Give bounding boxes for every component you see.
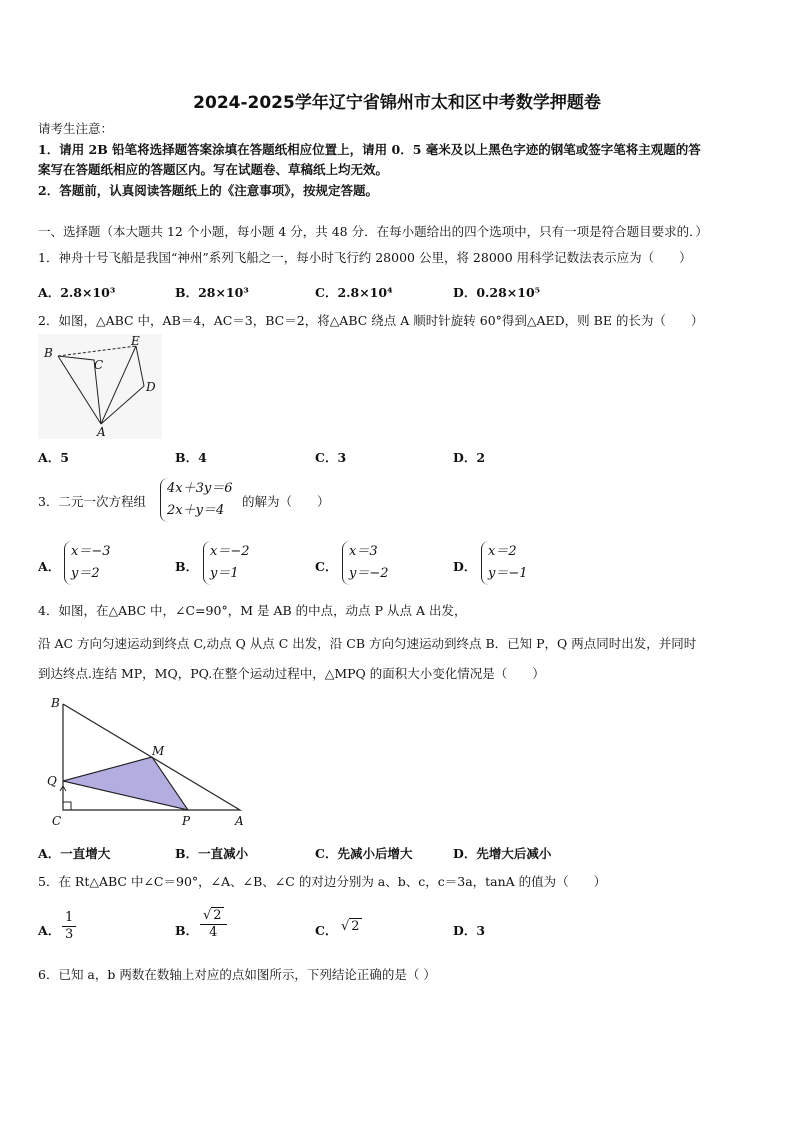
- q3-option-b: [203, 541, 250, 585]
- q4-label-c: C: [52, 814, 62, 828]
- q1-option-a: A．2.8×10³: [38, 285, 116, 300]
- q2-label-b: B: [44, 346, 53, 360]
- q2-option-b: B．4: [175, 450, 207, 465]
- q3-option-b-y: y＝1: [210, 566, 239, 581]
- q5-option-a-label: A．: [38, 923, 61, 938]
- q5-option-b-denominator: 4: [209, 925, 218, 940]
- q4-option-c: C．先减小后增大: [315, 846, 413, 861]
- q2-figure: [38, 334, 162, 439]
- q3-option-c-x: x＝3: [349, 544, 378, 559]
- q2-option-c: C．3: [315, 450, 347, 465]
- q5-option-b-label: B．: [175, 923, 199, 938]
- q4-shaded-triangle: [63, 757, 188, 810]
- sqrt-sign-icon: √: [341, 919, 350, 934]
- q3-equation-2: 2x＋y＝4: [167, 503, 225, 518]
- q4-option-b: B．一直减小: [175, 846, 249, 861]
- q3-option-c: [342, 541, 389, 585]
- q4-label-q: Q: [47, 774, 57, 788]
- q4-label-p: P: [182, 814, 191, 828]
- q5-option-c-label: C．: [315, 923, 338, 938]
- q4-line-2: 沿 AC 方向匀速运动到终点 C,动点 Q 从点 C 出发，沿 CB 方向匀速运动到终点 B．已知 P，Q 两点同时出发，并同时: [38, 636, 697, 651]
- q3-option-b-label: B．: [175, 559, 199, 574]
- q4-label-a: A: [235, 814, 244, 828]
- notice-line-1: 1．请用 2B 铅笔将选择题答案涂填在答题纸相应位置上，请用 0．5 毫米及以上黑色字迹的钢笔或签字笔将主观题的答: [38, 142, 701, 157]
- sqrt-sign-icon: √: [203, 908, 212, 923]
- q4-option-d: D．先增大后减小: [453, 846, 552, 861]
- notice-heading: 请考生注意：: [38, 121, 114, 136]
- q3-equation-system: [160, 478, 233, 522]
- q3-option-a-x: x＝−3: [71, 544, 111, 559]
- q2-label-e: E: [131, 334, 140, 348]
- q2-label-d: D: [146, 380, 156, 394]
- q5-option-a-fraction: [62, 910, 76, 943]
- q3-option-c-label: C．: [315, 559, 338, 574]
- q3-option-b-x: x＝−2: [210, 544, 250, 559]
- q3-option-d-y: y＝−1: [488, 566, 528, 581]
- q4-label-m: M: [152, 744, 165, 758]
- q3-equation-1: 4x＋3y＝6: [167, 481, 233, 496]
- q3-option-a-label: A．: [38, 559, 61, 574]
- q4-line-1: 4．如图，在△ABC 中，∠C=90°，M 是 AB 的中点，动点 P 从点 A 出发，: [38, 603, 467, 618]
- q1-option-b: B．28×10³: [175, 285, 249, 300]
- q4-figure: [38, 692, 252, 832]
- q1-stem: 1．神舟十号飞船是我国“神州”系列飞船之一，每小时飞行约 28000 公里，将 28000 用科学记数法表示应为（ ）: [38, 250, 692, 265]
- q5-option-b-fraction: [200, 908, 227, 941]
- q5-option-a-denominator: 3: [65, 927, 74, 942]
- section-heading: 一、选择题（本大题共 12 个小题，每小题 4 分，共 48 分．在每小题给出的四个选项中，只有一项是符合题目要求的．）: [38, 224, 708, 239]
- q3-option-d-x: x＝2: [488, 544, 517, 559]
- q2-stem: 2．如图，△ABC 中，AB＝4，AC＝3，BC＝2，将△ABC 绕点 A 顺时针旋转 60°得到△AED，则 BE 的长为（ ）: [38, 313, 704, 328]
- q2-label-a: A: [97, 425, 106, 439]
- q5-option-c-sqrt: [341, 919, 362, 934]
- q3-prefix: 3．二元一次方程组: [38, 494, 146, 509]
- q2-label-c: C: [94, 358, 104, 372]
- q5-option-d: D．3: [453, 923, 486, 938]
- q3-suffix: 的解为（ ）: [242, 494, 330, 509]
- q1-option-d: D．0.28×10⁵: [453, 285, 541, 300]
- notice-line-3: 2．答题前，认真阅读答题纸上的《注意事项》，按规定答题。: [38, 183, 378, 198]
- q3-option-d-label: D．: [453, 559, 477, 574]
- q4-option-a: A．一直增大: [38, 846, 111, 861]
- q6-stem: 6．已知 a，b 两数在数轴上对应的点如图所示，下列结论正确的是（ ）: [38, 967, 436, 982]
- q5-option-a-numerator: 1: [62, 910, 76, 927]
- q2-option-d: D．2: [453, 450, 486, 465]
- q5-option-b-radicand: 2: [213, 908, 222, 923]
- notice-line-2: 案写在答题纸相应的答题区内。写在试题卷、草稿纸上均无效。: [38, 162, 389, 177]
- q3-option-a-y: y＝2: [71, 566, 100, 581]
- q3-option-a: [64, 541, 111, 585]
- q1-option-c: C．2.8×10⁴: [315, 285, 393, 300]
- q5-option-b-numerator: [200, 908, 227, 925]
- page-title: 2024-2025学年辽宁省锦州市太和区中考数学押题卷: [193, 93, 601, 113]
- q5-option-b-sqrt: [203, 908, 224, 924]
- q5-stem: 5．在 Rt△ABC 中∠C＝90°，∠A、∠B、∠C 的对边分别为 a、b、c，c＝3a，tanA 的值为（ ）: [38, 874, 607, 889]
- q3-option-c-y: y＝−2: [349, 566, 389, 581]
- q2-option-a: A．5: [38, 450, 69, 465]
- q4-line-3: 到达终点.连结 MP，MQ，PQ.在整个运动过程中，△MPQ 的面积大小变化情况是（ ）: [38, 666, 545, 681]
- q4-label-b: B: [51, 696, 60, 710]
- q5-option-c-radicand: 2: [351, 919, 360, 934]
- q3-option-d: [481, 541, 528, 585]
